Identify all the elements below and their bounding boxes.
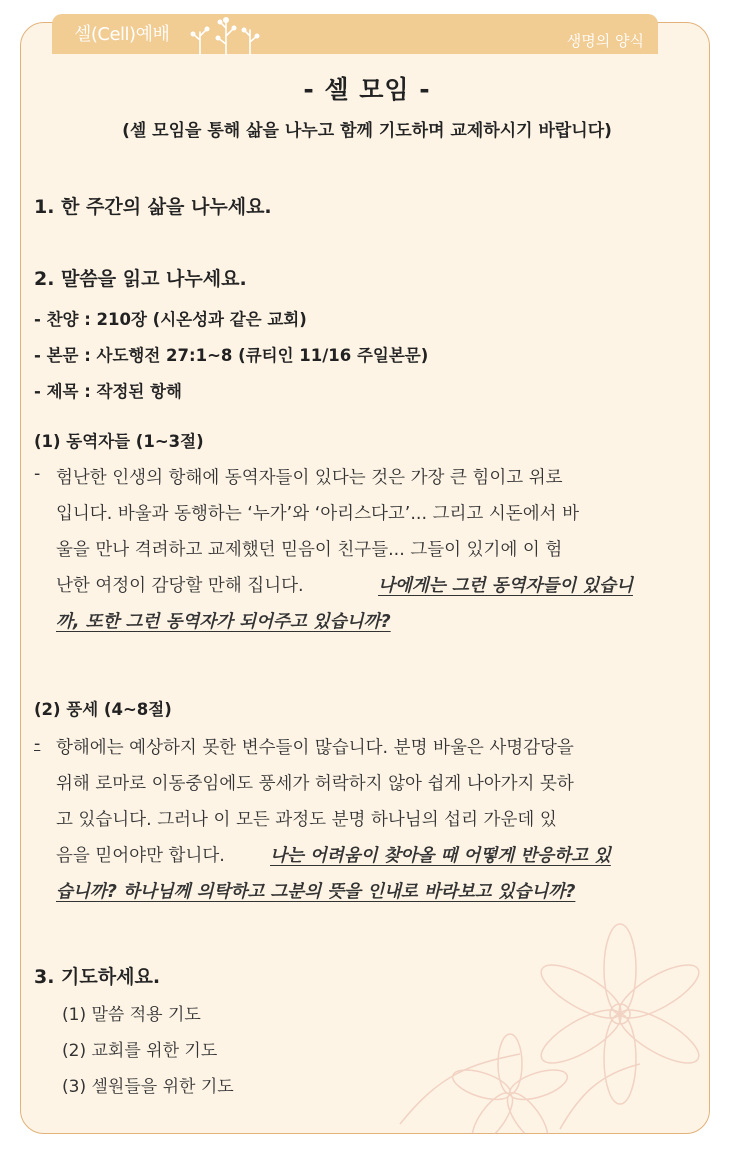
part1-line: 울을 만나 격려하고 교제했던 믿음이 친구들... 그들이 있기에 이 험 xyxy=(56,540,563,560)
header-subtitle: 생명의 양식 xyxy=(566,32,644,50)
page-title: - 셀 모임 - xyxy=(303,75,431,104)
subject-line: - 제목 : 작정된 항해 xyxy=(34,382,182,401)
prayer-item: (1) 말씀 적용 기도 xyxy=(62,1005,201,1025)
sprig-icon xyxy=(188,14,268,56)
prayer-item: (2) 교회를 위한 기도 xyxy=(62,1041,218,1061)
hymn-line: - 찬양 : 210장 (시온성과 같은 교회) xyxy=(34,310,307,329)
section2-title: 2. 말씀을 읽고 나누세요. xyxy=(34,268,247,290)
flower-decoration xyxy=(380,904,710,1134)
part1-line: 험난한 인생의 항해에 동역자들이 있다는 것은 가장 큰 힘이고 위로 xyxy=(56,468,563,488)
prayer-item: (3) 셀원들을 위한 기도 xyxy=(62,1077,234,1097)
part1-question: 까, 또한 그런 동역자가 되어주고 있습니까? xyxy=(56,612,391,632)
part1-dash: - xyxy=(34,464,41,484)
part2-question: 나는 어려움이 찾아올 때 어떻게 반응하고 있 xyxy=(270,846,611,866)
part2-line: 항해에는 예상하지 못한 변수들이 많습니다. 분명 바울은 사명감당을 xyxy=(56,738,574,758)
part1-question: 나에게는 그런 동역자들이 있습니 xyxy=(378,576,633,596)
part2-line: 음을 믿어야만 합니다. xyxy=(56,846,225,866)
intro-text: (셀 모임을 통해 삶을 나누고 함께 기도하며 교제하시기 바랍니다) xyxy=(122,121,612,141)
part2-title: (2) 풍세 (4~8절) xyxy=(34,700,172,719)
header-title: 셀(Cell)예배 xyxy=(74,24,170,45)
scripture-line: - 본문 : 사도행전 27:1~8 (큐티인 11/16 주일본문) xyxy=(34,346,429,365)
part2-line: 위해 로마로 이동중임에도 풍세가 허락하지 않아 쉽게 나아가지 못하 xyxy=(56,774,574,794)
part2-line: 고 있습니다. 그러나 이 모든 과정도 분명 하나님의 섭리 가운데 있 xyxy=(56,810,557,830)
part1-line: 난한 여정이 감당할 만해 집니다. xyxy=(56,576,304,596)
part1-line: 입니다. 바울과 동행하는 ‘누가’와 ‘아리스다고’... 그리고 시돈에서 바 xyxy=(56,504,579,524)
part2-dash: - xyxy=(34,734,41,754)
section1-title: 1. 한 주간의 삶을 나누세요. xyxy=(34,196,272,218)
part1-title: (1) 동역자들 (1~3절) xyxy=(34,432,204,451)
part2-question: 습니까? 하나님께 의탁하고 그분의 뜻을 인내로 바라보고 있습니까? xyxy=(56,882,576,902)
section3-title: 3. 기도하세요. xyxy=(34,966,161,988)
